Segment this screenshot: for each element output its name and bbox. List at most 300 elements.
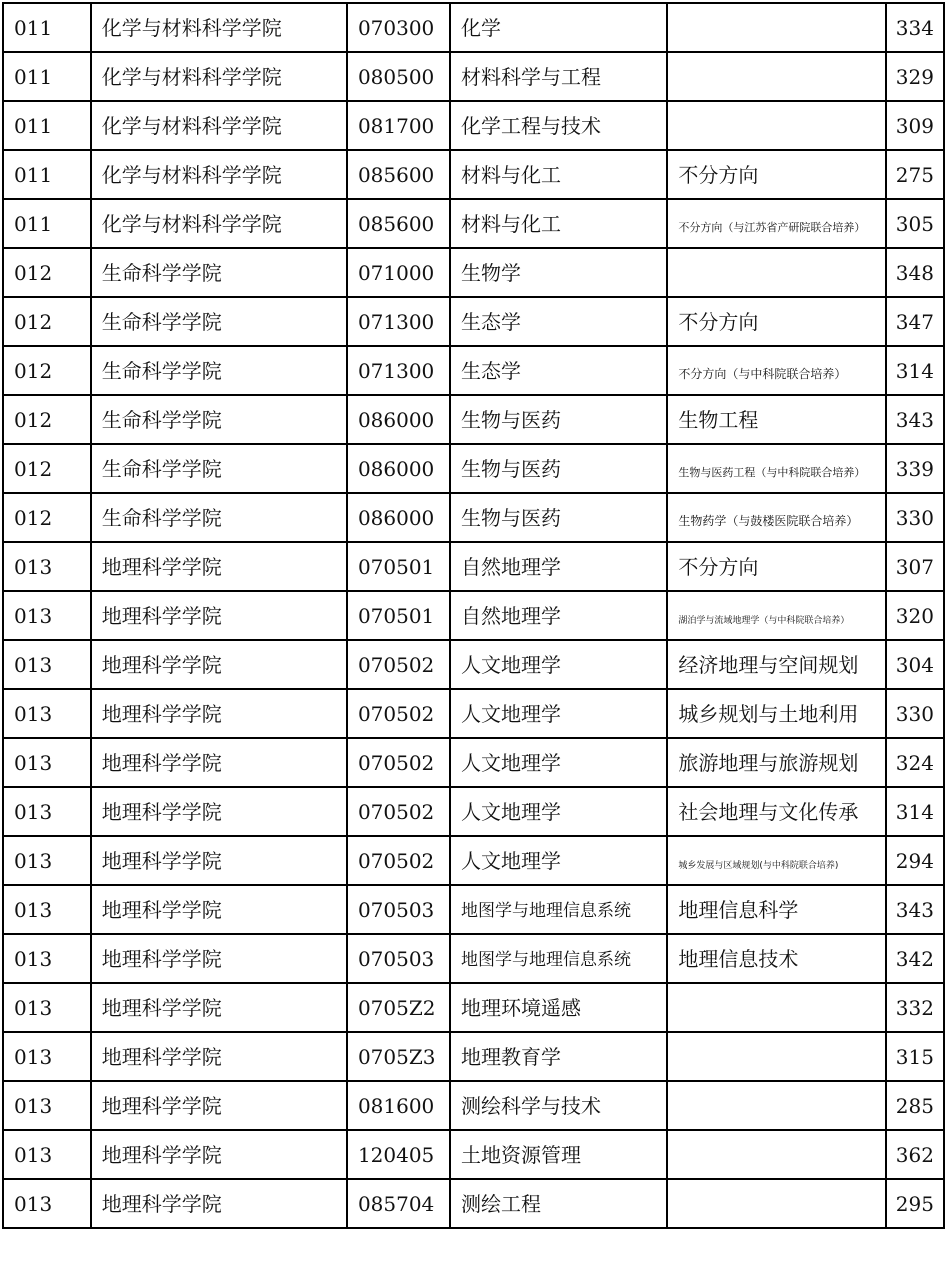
major-code-text: 070502: [357, 652, 435, 677]
major-name-text: 人文地理学: [461, 750, 562, 775]
table-row: [3, 836, 944, 885]
dept-name-text: 化学与材料科学学院: [101, 15, 282, 40]
direction-text: 生物工程: [678, 407, 759, 432]
dept-name-text: 化学与材料科学学院: [101, 64, 282, 89]
score-text: 330: [895, 505, 934, 530]
score-text: 343: [895, 897, 934, 922]
major-code-text: 085600: [357, 162, 435, 187]
major-code-cell: [347, 983, 450, 1032]
dept-name-text: 生命科学学院: [101, 358, 222, 383]
direction-cell: [667, 983, 885, 1032]
dept-code-text: 012: [14, 505, 53, 530]
major-name-text: 人文地理学: [461, 848, 562, 873]
dept-code-text: 012: [14, 456, 53, 481]
score-text: 330: [895, 701, 934, 726]
score-text: 347: [895, 309, 934, 334]
dept-name-cell: [91, 542, 347, 591]
dept-name-text: 化学与材料科学学院: [101, 162, 282, 187]
dept-name-text: 地理科学学院: [101, 1191, 222, 1216]
major-code-cell: [347, 52, 450, 101]
major-code-text: 0705Z3: [357, 1044, 436, 1069]
major-code-text: 070502: [357, 701, 435, 726]
dept-name-cell: [91, 395, 347, 444]
direction-cell: [667, 787, 885, 836]
score-text: 320: [895, 603, 934, 628]
major-name-text: 地图学与地理信息系统: [461, 901, 632, 921]
major-code-text: 081700: [357, 113, 435, 138]
major-code-cell: [347, 591, 450, 640]
major-name-text: 生物与医药: [461, 505, 562, 530]
major-code-text: 081600: [357, 1093, 435, 1118]
table-row: [3, 52, 944, 101]
score-cell: [886, 199, 944, 248]
direction-cell: [667, 248, 885, 297]
dept-name-text: 生命科学学院: [101, 456, 222, 481]
dept-name-cell: [91, 101, 347, 150]
dept-code-cell: [3, 150, 91, 199]
dept-code-cell: [3, 1081, 91, 1130]
score-table-body: [3, 3, 944, 1228]
major-code-text: 0705Z2: [357, 995, 436, 1020]
major-name-text: 生物学: [461, 260, 522, 285]
score-cell: [886, 297, 944, 346]
major-name-text: 材料与化工: [461, 211, 562, 236]
score-cell: [886, 934, 944, 983]
dept-code-cell: [3, 836, 91, 885]
major-name-cell: [450, 493, 667, 542]
major-name-cell: [450, 836, 667, 885]
direction-cell: [667, 591, 885, 640]
major-code-text: 086000: [357, 456, 435, 481]
dept-name-text: 地理科学学院: [101, 554, 222, 579]
dept-code-text: 013: [14, 848, 53, 873]
score-cell: [886, 689, 944, 738]
score-text: 294: [895, 848, 934, 873]
dept-name-text: 生命科学学院: [101, 260, 222, 285]
major-name-cell: [450, 1081, 667, 1130]
score-text: 305: [895, 211, 934, 236]
major-name-cell: [450, 3, 667, 52]
major-name-cell: [450, 297, 667, 346]
dept-name-cell: [91, 689, 347, 738]
score-text: 339: [895, 456, 934, 481]
dept-code-cell: [3, 101, 91, 150]
direction-cell: [667, 836, 885, 885]
dept-name-text: 地理科学学院: [101, 701, 222, 726]
table-row: [3, 248, 944, 297]
major-name-cell: [450, 150, 667, 199]
major-name-cell: [450, 885, 667, 934]
score-text: 324: [895, 750, 934, 775]
score-cell: [886, 52, 944, 101]
dept-code-cell: [3, 1032, 91, 1081]
dept-name-text: 化学与材料科学学院: [101, 211, 282, 236]
dept-name-text: 地理科学学院: [101, 946, 222, 971]
major-code-cell: [347, 1130, 450, 1179]
direction-text: 不分方向: [678, 309, 759, 334]
major-name-cell: [450, 52, 667, 101]
direction-cell: [667, 199, 885, 248]
dept-name-cell: [91, 836, 347, 885]
table-row: [3, 934, 944, 983]
score-text: 285: [895, 1093, 934, 1118]
major-code-cell: [347, 101, 450, 150]
major-code-cell: [347, 346, 450, 395]
score-text: 343: [895, 407, 934, 432]
direction-cell: [667, 395, 885, 444]
dept-code-text: 011: [14, 211, 53, 236]
dept-name-text: 地理科学学院: [101, 995, 222, 1020]
direction-text: 旅游地理与旅游规划: [678, 750, 859, 775]
dept-name-cell: [91, 346, 347, 395]
major-name-cell: [450, 444, 667, 493]
score-text: 362: [895, 1142, 934, 1167]
direction-text: 不分方向（与江苏省产研院联合培养）: [678, 220, 866, 234]
direction-text: 不分方向: [678, 554, 759, 579]
dept-code-cell: [3, 248, 91, 297]
table-row: [3, 885, 944, 934]
table-row: [3, 1032, 944, 1081]
score-cell: [886, 150, 944, 199]
score-text: 307: [895, 554, 934, 579]
direction-text: 城乡规划与土地利用: [678, 701, 859, 726]
major-name-text: 自然地理学: [461, 554, 562, 579]
score-text: 314: [895, 358, 934, 383]
major-name-text: 生态学: [461, 309, 522, 334]
table-row: [3, 591, 944, 640]
dept-code-text: 013: [14, 1191, 53, 1216]
dept-name-cell: [91, 52, 347, 101]
dept-name-cell: [91, 1081, 347, 1130]
score-text: 309: [895, 113, 934, 138]
major-name-text: 生态学: [461, 358, 522, 383]
table-row: [3, 297, 944, 346]
dept-name-cell: [91, 1130, 347, 1179]
direction-cell: [667, 346, 885, 395]
dept-code-text: 013: [14, 652, 53, 677]
major-name-text: 地理教育学: [461, 1044, 562, 1069]
dept-code-cell: [3, 346, 91, 395]
dept-code-text: 013: [14, 946, 53, 971]
major-code-text: 070502: [357, 750, 435, 775]
score-text: 304: [895, 652, 934, 677]
dept-name-text: 地理科学学院: [101, 1093, 222, 1118]
dept-code-cell: [3, 689, 91, 738]
dept-name-text: 生命科学学院: [101, 505, 222, 530]
dept-name-cell: [91, 885, 347, 934]
major-name-text: 人文地理学: [461, 652, 562, 677]
score-cell: [886, 1179, 944, 1228]
score-cell: [886, 591, 944, 640]
score-cell: [886, 738, 944, 787]
score-cell: [886, 1130, 944, 1179]
major-name-cell: [450, 199, 667, 248]
dept-code-cell: [3, 493, 91, 542]
major-code-text: 080500: [357, 64, 435, 89]
dept-name-text: 地理科学学院: [101, 799, 222, 824]
score-text: 329: [895, 64, 934, 89]
table-row: [3, 787, 944, 836]
dept-code-cell: [3, 787, 91, 836]
score-text: 275: [895, 162, 934, 187]
score-cell: [886, 983, 944, 1032]
table-row: [3, 346, 944, 395]
major-name-cell: [450, 248, 667, 297]
table-row: [3, 983, 944, 1032]
major-name-cell: [450, 689, 667, 738]
major-name-text: 人文地理学: [461, 799, 562, 824]
dept-code-cell: [3, 885, 91, 934]
dept-name-text: 地理科学学院: [101, 897, 222, 922]
direction-text: 生物与医药工程（与中科院联合培养）: [678, 465, 866, 479]
direction-cell: [667, 493, 885, 542]
dept-name-cell: [91, 983, 347, 1032]
score-cell: [886, 836, 944, 885]
major-code-text: 070503: [357, 897, 435, 922]
dept-code-cell: [3, 934, 91, 983]
dept-code-text: 012: [14, 260, 53, 285]
score-cell: [886, 248, 944, 297]
table-row: [3, 542, 944, 591]
major-name-cell: [450, 787, 667, 836]
direction-text: 不分方向（与中科院联合培养）: [678, 366, 847, 381]
major-code-cell: [347, 1179, 450, 1228]
score-cell: [886, 542, 944, 591]
dept-name-text: 地理科学学院: [101, 1044, 222, 1069]
major-code-cell: [347, 395, 450, 444]
major-name-cell: [450, 346, 667, 395]
dept-code-text: 013: [14, 897, 53, 922]
major-code-cell: [347, 150, 450, 199]
direction-cell: [667, 542, 885, 591]
major-name-cell: [450, 738, 667, 787]
score-text: 348: [895, 260, 934, 285]
dept-code-cell: [3, 983, 91, 1032]
major-name-cell: [450, 101, 667, 150]
dept-code-cell: [3, 52, 91, 101]
major-name-cell: [450, 1032, 667, 1081]
dept-code-cell: [3, 738, 91, 787]
dept-code-cell: [3, 297, 91, 346]
dept-code-text: 013: [14, 1093, 53, 1118]
dept-code-text: 013: [14, 554, 53, 579]
table-row: [3, 1081, 944, 1130]
direction-text: 经济地理与空间规划: [678, 652, 859, 677]
direction-text: 社会地理与文化传承: [678, 799, 859, 824]
dept-code-text: 012: [14, 309, 53, 334]
major-name-text: 人文地理学: [461, 701, 562, 726]
major-name-text: 材料科学与工程: [461, 64, 602, 89]
direction-text: 地理信息科学: [678, 897, 799, 922]
major-code-cell: [347, 297, 450, 346]
dept-name-cell: [91, 1179, 347, 1228]
table-row: [3, 150, 944, 199]
major-name-cell: [450, 934, 667, 983]
major-code-cell: [347, 199, 450, 248]
direction-cell: [667, 689, 885, 738]
major-code-cell: [347, 542, 450, 591]
dept-code-cell: [3, 542, 91, 591]
major-code-cell: [347, 640, 450, 689]
dept-name-cell: [91, 493, 347, 542]
major-code-text: 071300: [357, 358, 435, 383]
table-row: [3, 738, 944, 787]
major-name-text: 土地资源管理: [461, 1142, 582, 1167]
score-text: 314: [895, 799, 934, 824]
major-code-cell: [347, 493, 450, 542]
dept-name-text: 生命科学学院: [101, 407, 222, 432]
dept-name-cell: [91, 640, 347, 689]
major-code-text: 070501: [357, 603, 435, 628]
direction-cell: [667, 101, 885, 150]
table-row: [3, 3, 944, 52]
major-name-text: 材料与化工: [461, 162, 562, 187]
direction-cell: [667, 1179, 885, 1228]
score-text: 332: [895, 995, 934, 1020]
major-code-text: 070501: [357, 554, 435, 579]
dept-code-text: 013: [14, 799, 53, 824]
major-code-text: 070503: [357, 946, 435, 971]
dept-code-text: 013: [14, 1142, 53, 1167]
dept-name-cell: [91, 297, 347, 346]
major-name-cell: [450, 1179, 667, 1228]
dept-code-cell: [3, 640, 91, 689]
dept-code-cell: [3, 199, 91, 248]
major-code-cell: [347, 444, 450, 493]
table-row: [3, 395, 944, 444]
major-name-cell: [450, 640, 667, 689]
dept-code-cell: [3, 3, 91, 52]
direction-cell: [667, 885, 885, 934]
dept-name-text: 生命科学学院: [101, 309, 222, 334]
score-cell: [886, 444, 944, 493]
dept-name-cell: [91, 934, 347, 983]
major-code-cell: [347, 934, 450, 983]
dept-name-text: 地理科学学院: [101, 750, 222, 775]
score-text: 315: [895, 1044, 934, 1069]
table-row: [3, 199, 944, 248]
major-code-text: 070502: [357, 848, 435, 873]
direction-text: 不分方向: [678, 162, 759, 187]
dept-name-text: 地理科学学院: [101, 652, 222, 677]
score-text: 342: [895, 946, 934, 971]
major-name-cell: [450, 591, 667, 640]
dept-code-cell: [3, 444, 91, 493]
major-name-text: 地理环境遥感: [461, 995, 582, 1020]
dept-code-cell: [3, 1179, 91, 1228]
major-name-text: 测绘工程: [461, 1191, 542, 1216]
score-cell: [886, 346, 944, 395]
dept-name-text: 地理科学学院: [101, 848, 222, 873]
score-cell: [886, 1032, 944, 1081]
score-text: 334: [895, 15, 934, 40]
major-code-text: 120405: [357, 1142, 435, 1167]
direction-cell: [667, 1130, 885, 1179]
score-cell: [886, 395, 944, 444]
direction-cell: [667, 640, 885, 689]
major-code-cell: [347, 1032, 450, 1081]
major-code-cell: [347, 3, 450, 52]
table-row: [3, 1179, 944, 1228]
dept-code-text: 011: [14, 113, 53, 138]
direction-cell: [667, 444, 885, 493]
major-code-text: 071300: [357, 309, 435, 334]
score-cell: [886, 787, 944, 836]
major-code-cell: [347, 1081, 450, 1130]
major-name-text: 测绘科学与技术: [461, 1093, 602, 1118]
major-code-text: 071000: [357, 260, 435, 285]
major-name-cell: [450, 395, 667, 444]
dept-name-cell: [91, 248, 347, 297]
direction-cell: [667, 150, 885, 199]
direction-text: 城乡发展与区域规划(与中科院联合培养): [678, 860, 839, 871]
dept-code-text: 013: [14, 603, 53, 628]
major-code-cell: [347, 885, 450, 934]
dept-name-text: 地理科学学院: [101, 1142, 222, 1167]
score-text: 295: [895, 1191, 934, 1216]
major-name-text: 生物与医药: [461, 407, 562, 432]
table-row: [3, 493, 944, 542]
table-row: [3, 1130, 944, 1179]
major-name-text: 自然地理学: [461, 603, 562, 628]
major-code-text: 086000: [357, 407, 435, 432]
major-code-cell: [347, 836, 450, 885]
dept-code-text: 011: [14, 15, 53, 40]
dept-code-cell: [3, 1130, 91, 1179]
major-code-cell: [347, 738, 450, 787]
score-cell: [886, 101, 944, 150]
major-code-text: 070300: [357, 15, 435, 40]
major-name-text: 地图学与地理信息系统: [461, 950, 632, 970]
direction-text: 湖泊学与流域地理学（与中科院联合培养）: [678, 615, 850, 626]
major-name-text: 化学工程与技术: [461, 113, 602, 138]
direction-text: 地理信息技术: [678, 946, 799, 971]
dept-code-text: 011: [14, 162, 53, 187]
score-cell: [886, 885, 944, 934]
score-cell: [886, 493, 944, 542]
dept-name-cell: [91, 738, 347, 787]
major-name-cell: [450, 542, 667, 591]
dept-name-text: 地理科学学院: [101, 603, 222, 628]
dept-code-text: 012: [14, 358, 53, 383]
direction-cell: [667, 934, 885, 983]
major-name-text: 生物与医药: [461, 456, 562, 481]
dept-code-text: 011: [14, 64, 53, 89]
score-cell: [886, 640, 944, 689]
table-row: [3, 689, 944, 738]
major-name-text: 化学: [461, 15, 502, 40]
table-row: [3, 640, 944, 689]
score-cell: [886, 3, 944, 52]
major-code-cell: [347, 248, 450, 297]
dept-name-cell: [91, 787, 347, 836]
major-code-text: 070502: [357, 799, 435, 824]
major-code-text: 085704: [357, 1191, 435, 1216]
major-code-text: 085600: [357, 211, 435, 236]
direction-cell: [667, 52, 885, 101]
dept-name-cell: [91, 199, 347, 248]
direction-cell: [667, 1081, 885, 1130]
dept-code-cell: [3, 395, 91, 444]
dept-code-cell: [3, 591, 91, 640]
direction-cell: [667, 738, 885, 787]
dept-code-text: 013: [14, 701, 53, 726]
dept-name-cell: [91, 591, 347, 640]
dept-name-cell: [91, 150, 347, 199]
dept-name-cell: [91, 3, 347, 52]
direction-cell: [667, 3, 885, 52]
dept-code-text: 013: [14, 1044, 53, 1069]
